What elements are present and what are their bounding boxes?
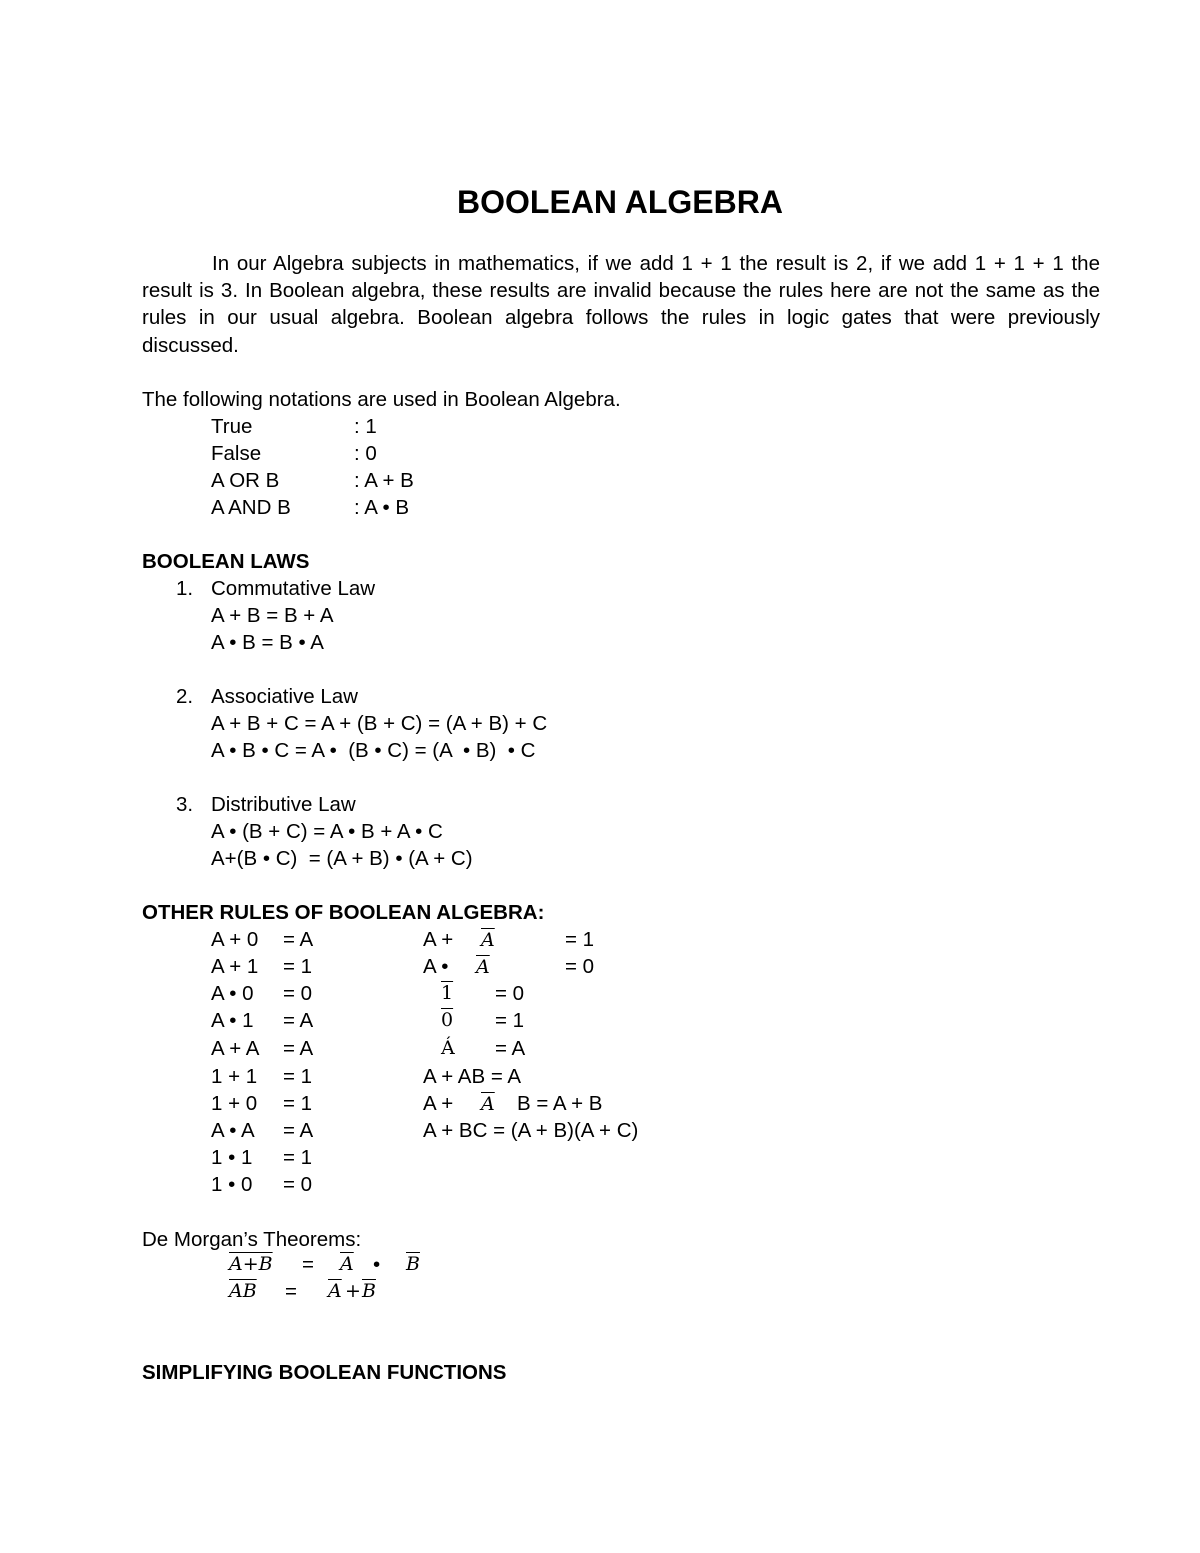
notation-term: True — [211, 415, 253, 438]
rule-equation: A + BC = (A + B)(A + C) — [423, 1119, 639, 1142]
complement-variable: $\overline{B}$ — [362, 1280, 376, 1302]
section-heading-simplifying: SIMPLIFYING BOOLEAN FUNCTIONS — [142, 1361, 507, 1384]
rule-rhs: = 1 — [565, 928, 595, 951]
rule-equation: A + AB = A — [423, 1065, 522, 1088]
rule-rhs: = 1 — [283, 1065, 313, 1088]
demorgan-equals: = — [285, 1280, 297, 1303]
rule-rhs: = A — [283, 1037, 314, 1060]
demorgan-expression: A+B — [229, 1253, 273, 1275]
rule-rhs: = 0 — [495, 982, 525, 1005]
law-equation: A • (B + C) = A • B + A • C — [211, 820, 443, 843]
section-heading-boolean-laws: BOOLEAN LAWS — [142, 550, 310, 573]
notation-symbol: : A + B — [354, 469, 414, 492]
law-number: 3. — [176, 793, 194, 816]
demorgan-operator: + — [345, 1280, 361, 1302]
rule-lhs: A + 1 — [211, 955, 259, 978]
complement-variable: $\overline{A}$ — [481, 929, 495, 951]
rule-rhs: B = A + B — [517, 1092, 603, 1115]
rule-rhs: = A — [283, 928, 314, 951]
law-name: Distributive Law — [211, 793, 356, 816]
rule-lhs: 1 + 0 — [211, 1092, 258, 1115]
notation-term: False — [211, 442, 262, 465]
rule-rhs: = A — [283, 1009, 314, 1032]
complement-variable: 1 — [441, 982, 454, 1004]
notation-term: A AND B — [211, 496, 291, 519]
demorgan-operator: • — [373, 1253, 381, 1276]
rule-rhs: = 1 — [283, 955, 313, 978]
law-equation: A • B • C = A • (B • C) = (A • B) • C — [211, 739, 536, 762]
rule-lhs: 1 + 1 — [211, 1065, 258, 1088]
law-equation: A + B + C = A + (B + C) = (A + B) + C — [211, 712, 548, 735]
rule-lhs: A • — [423, 955, 449, 978]
rule-rhs: = 0 — [283, 982, 313, 1005]
rule-lhs: A • A — [211, 1119, 255, 1142]
law-number: 1. — [176, 577, 194, 600]
law-name: Commutative Law — [211, 577, 376, 600]
rule-lhs: A + A — [211, 1037, 260, 1060]
complement-variable: $\overline{B}$ — [406, 1253, 420, 1275]
complement-variable: $\overline{A}$ — [340, 1253, 354, 1275]
complement-variable: $\overline{A}$ — [328, 1280, 342, 1302]
rule-lhs: A + 0 — [211, 928, 259, 951]
complement-variable: $\overline{A}$ — [481, 1093, 495, 1115]
page-title: BOOLEAN ALGEBRA — [457, 184, 783, 220]
rule-rhs: = 1 — [283, 1146, 313, 1169]
notation-term: A OR B — [211, 469, 280, 492]
rule-lhs: A • 0 — [211, 982, 254, 1005]
rule-lhs: A • 1 — [211, 1009, 254, 1032]
rule-lhs: A + — [423, 928, 454, 951]
intro-paragraph: In our Algebra subjects in mathematics, if we add 1 + 1 the result is 2, if we add 1 + 1 + 1 the result is 3. In Boolean algebra, these results are invalid because the rules here are not the same as the rules in our usual algebra. Boolean algebra follows the rules in logic gates that were previously discussed. — [142, 252, 1100, 357]
rule-rhs: = A — [495, 1037, 526, 1060]
law-equation: A • B = B • A — [211, 631, 324, 654]
demorgan-expression: $\overline{AB}$ — [229, 1280, 257, 1302]
notation-symbol: : 0 — [354, 442, 377, 465]
section-heading-other-rules: OTHER RULES OF BOOLEAN ALGEBRA: — [142, 901, 545, 924]
rule-rhs: = 0 — [565, 955, 595, 978]
rule-lhs: 1 • 1 — [211, 1146, 253, 1169]
rule-rhs: = 0 — [283, 1173, 313, 1196]
complement-variable: $\overline{A}$ — [476, 956, 490, 978]
demorgan-heading: De Morgan’s Theorems: — [142, 1228, 362, 1251]
rule-lhs: 1 • 0 — [211, 1173, 253, 1196]
rule-lhs: A + — [423, 1092, 454, 1115]
notation-symbol: : A • B — [354, 496, 410, 519]
complement-variable: Á — [441, 1037, 455, 1059]
law-equation: A+(B • C) = (A + B) • (A + C) — [211, 847, 473, 870]
notation-symbol: : 1 — [354, 415, 377, 438]
law-number: 2. — [176, 685, 194, 708]
demorgan-equals: = — [302, 1253, 314, 1276]
notation-heading: The following notations are used in Boolean Algebra. — [142, 388, 621, 411]
rule-rhs: = 1 — [495, 1009, 525, 1032]
law-name: Associative Law — [211, 685, 358, 708]
rule-rhs: = A — [283, 1119, 314, 1142]
rule-rhs: = 1 — [283, 1092, 313, 1115]
law-equation: A + B = B + A — [211, 604, 334, 627]
complement-variable: 0 — [441, 1009, 454, 1031]
